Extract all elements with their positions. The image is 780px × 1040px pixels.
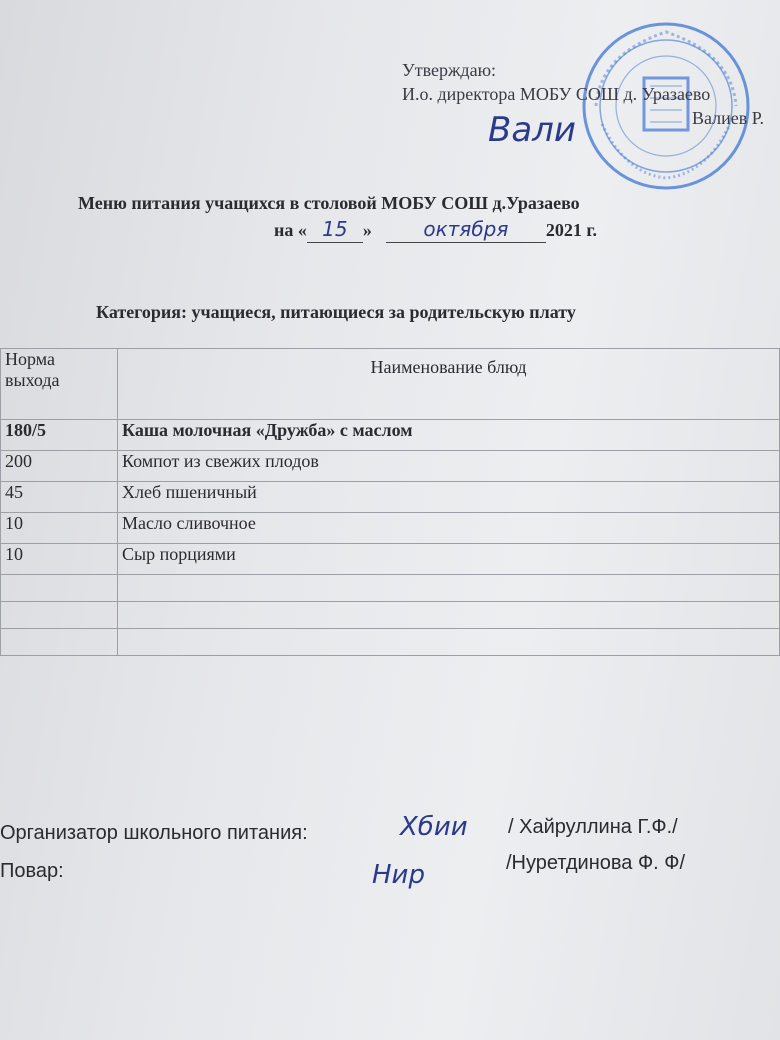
organizer-name: / Хайруллина Г.Ф./ xyxy=(508,816,678,838)
table-row xyxy=(1,451,780,482)
organizer-signature: Хбии xyxy=(400,812,468,842)
table-row xyxy=(1,629,780,656)
table-row xyxy=(1,482,780,513)
date-mid: » xyxy=(362,220,372,240)
approval-line2: И.о. директора МОБУ СОШ д. Уразаево xyxy=(402,84,711,104)
organizer-label: Организатор школьного питания: xyxy=(0,822,308,844)
cell-norm: 200 xyxy=(1,451,118,482)
cell-norm: 10 xyxy=(1,513,118,544)
cell-norm: 10 xyxy=(1,544,118,575)
table-row xyxy=(1,420,780,451)
category-line: Категория: учащиеся, питающиеся за родительскую плату xyxy=(96,302,576,322)
date-prefix: на « xyxy=(274,220,307,240)
cell-norm xyxy=(1,629,118,656)
cell-norm xyxy=(1,575,118,602)
menu-table xyxy=(0,348,780,656)
cell-dish: Хлеб пшеничный xyxy=(118,482,780,513)
cell-dish: Каша молочная «Дружба» с маслом xyxy=(118,420,780,451)
cook-signature: Нир xyxy=(372,860,425,890)
header-norm: Норма выхода xyxy=(1,349,118,420)
approval-line1: Утверждаю: xyxy=(402,60,497,80)
cell-norm: 180/5 xyxy=(1,420,118,451)
table-row xyxy=(1,575,780,602)
table-row xyxy=(1,544,780,575)
cell-norm xyxy=(1,602,118,629)
cook-label: Повар: xyxy=(0,860,64,882)
approval-block xyxy=(402,58,764,130)
table-row xyxy=(1,513,780,544)
header-dish: Наименование блюд xyxy=(118,349,780,420)
cell-dish xyxy=(118,575,780,602)
table-row xyxy=(1,602,780,629)
approval-line3: Валиев Р. xyxy=(692,108,765,128)
title-line1: Меню питания учащихся в столовой МОБУ СОШ д.Уразаево xyxy=(78,193,580,213)
cell-dish: Масло сливочное xyxy=(118,513,780,544)
title-date-row xyxy=(78,216,778,243)
director-signature: Вали xyxy=(488,110,576,150)
table-header-row xyxy=(1,349,780,420)
date-month: октября xyxy=(386,216,546,243)
date-year: 2021 г. xyxy=(545,220,598,240)
cell-dish: Сыр порциями xyxy=(118,544,780,575)
cook-name: /Нуретдинова Ф. Ф/ xyxy=(506,852,686,874)
cell-dish: Компот из свежих плодов xyxy=(118,451,780,482)
cell-norm: 45 xyxy=(1,482,118,513)
cell-dish xyxy=(118,602,780,629)
date-day: 15 xyxy=(307,216,363,243)
cell-dish xyxy=(118,629,780,656)
menu-title xyxy=(78,190,778,243)
